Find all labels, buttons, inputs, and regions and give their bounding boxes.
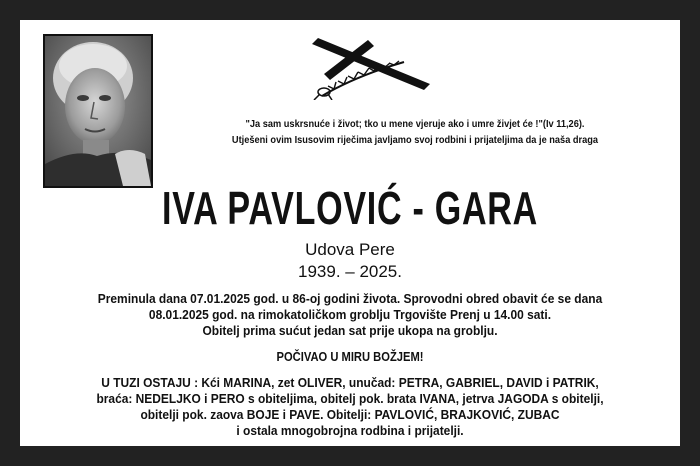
mourners-line: obitelji pok. zaova BOJE i PAVE. Obitelji: PAVLOVIĆ, BRAJKOVIĆ, ZUBAC [140,407,560,422]
announcement-line: 08.01.2025 god. na rimokatoličkom groblju Trgovište Prenj u 14.00 sati. [148,307,552,322]
portrait-photo [43,34,153,188]
mourners-line: i ostala mnogobrojna rodbina i prijatelji. [236,423,464,438]
deceased-name: IVA PAVLOVIĆ - GARA [162,182,538,234]
obituary-card [20,20,680,446]
announcement-line: Obitelj prima sućut jedan sat prije ukopa na groblju. [202,323,498,338]
announcement-line: Preminula dana 07.01.2025 god. u 86-oj godini života. Sprovodni obred obavit će se dana [97,291,603,306]
quote-block [199,116,630,148]
rest-in-peace-heading: POČIVAO U MIRU BOŽJEM! [276,349,424,364]
announcement-intro: Utješeni ovim Isusovim riječima javljamo svoj rodbini i prijateljima da je naša draga [231,134,599,146]
bible-quote: "Ja sam uskrsnuće i život; tko u mene vjeruje ako i umre živjet će !"(Iv 11,26). [245,118,585,130]
mourners-line: U TUZI OSTAJU : Kći MARINA, zet OLIVER, unučad: PETRA, GABRIEL, DAVID i PATRIK, [101,375,599,390]
deceased-subtitle: Udova Pere [305,240,395,259]
mourners-line: braća: NEDELJKO i PERO s obiteljima, obitelj pok. brata IVANA, jetrva JAGODA s obitelji, [96,391,604,406]
deceased-years: 1939. – 2025. [298,262,402,281]
portrait-image [45,36,151,186]
cross-with-palm-branch-icon [306,34,434,100]
